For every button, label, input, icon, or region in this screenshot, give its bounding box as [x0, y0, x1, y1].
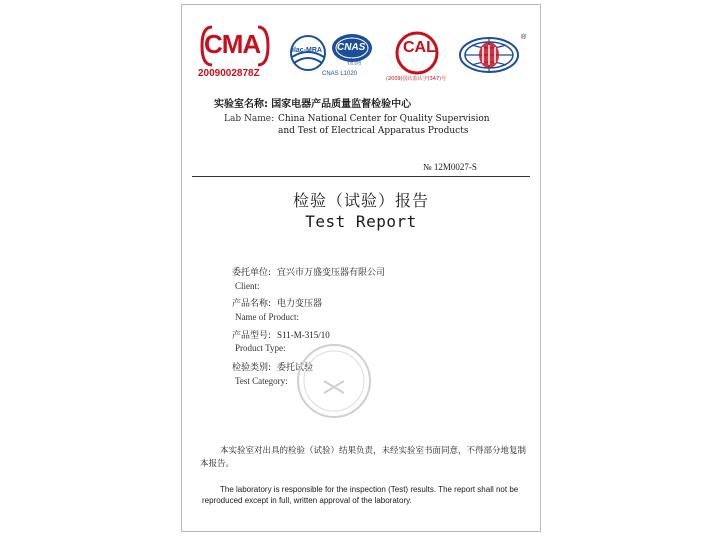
cma-text: CMA [204, 29, 261, 59]
lab-name-en-line1: China National Center for Quality Supervision [278, 114, 490, 124]
cnas-number: CNAS L1020 [322, 71, 358, 77]
notice-cn: 本实验室对出具的检验（试验）结果负责，未经实验室书面同意，不得部分地复制本报告。 [200, 446, 527, 469]
product-name-label-cn: 产品名称: [232, 299, 272, 309]
product-type-label-en: Product Type: [235, 343, 286, 353]
client-label-en: Client: [235, 281, 260, 291]
cma-number: 2009002878Z [198, 68, 260, 79]
product-name-field [232, 298, 322, 310]
category-value: 委托试验 [277, 363, 314, 373]
product-type-value: S11-M-315/10 [277, 330, 330, 340]
product-type-label-cn: 产品型号: [232, 331, 272, 341]
header-divider [192, 176, 530, 177]
category-label-cn: 检验类别: [232, 363, 272, 373]
report-title-cn: 检验（试验）报告 [292, 191, 429, 210]
product-name-label-en: Name of Product: [235, 312, 299, 322]
globe-seal-icon [458, 35, 520, 75]
lab-name-cn [214, 98, 411, 111]
registered-mark: ® [521, 34, 527, 41]
lab-name-cn-label: 实验室名称: [214, 99, 268, 110]
test-report-document [181, 4, 541, 532]
client-value: 宜兴市万盛变压器有限公司 [277, 268, 386, 278]
lab-name-en-value [278, 113, 490, 137]
client-label-cn: 委托单位: [232, 268, 272, 278]
category-label-en: Test Category: [235, 376, 288, 386]
report-title-en: Test Report [305, 212, 417, 231]
cal-number: (2009)国认监认字(347)号 [386, 76, 447, 82]
notice-en: The laboratory is responsible for the inspection (Test) results. The report shall not be reproduced except in full, written approval of the laboratory. [202, 485, 519, 505]
client-field [232, 267, 385, 279]
lab-name-cn-value: 国家电器产品质量监督检验中心 [271, 99, 412, 110]
report-number: № 12M0027-S [423, 162, 477, 172]
ilac-mra-text: ilac-MRA [292, 47, 322, 54]
cnas-test-label: 检测 [347, 59, 361, 66]
product-name-value: 电力变压器 [277, 299, 323, 309]
inspection-seal-icon [294, 341, 374, 421]
lab-name-en-label: Lab Name: [224, 114, 275, 124]
cal-text: CAL [403, 39, 436, 56]
cnas-text: CNAS [337, 42, 366, 53]
lab-name-en-line2: and Test of Electrical Apparatus Products [278, 126, 469, 136]
